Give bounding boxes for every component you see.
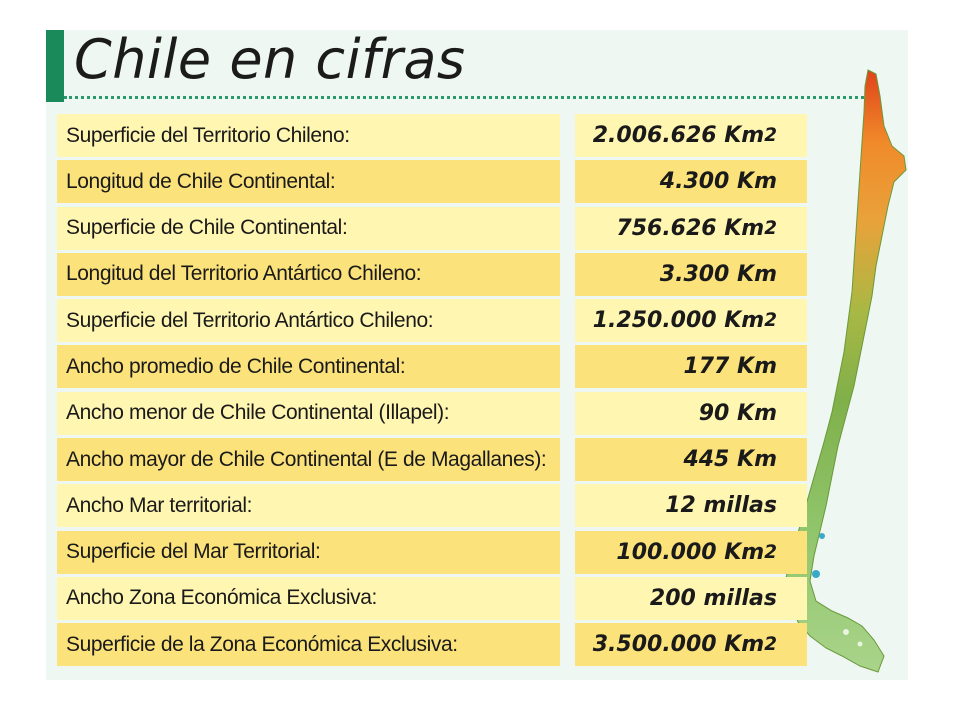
row-value: 2.006.626 Km 2	[575, 114, 807, 157]
row-value: 756.626 Km 2	[575, 207, 807, 250]
table-row	[57, 623, 807, 666]
row-value: 100.000 Km 2	[575, 531, 807, 574]
row-label: Superficie del Territorio Chileno:	[57, 114, 560, 157]
row-label: Ancho Zona Económica Exclusiva:	[57, 577, 560, 620]
row-label: Superficie del Territorio Antártico Chileno:	[57, 299, 560, 342]
row-value: 200 millas	[575, 577, 807, 620]
title-divider	[64, 96, 864, 99]
table-row	[57, 392, 807, 435]
table-row	[57, 577, 807, 620]
row-label: Longitud del Territorio Antártico Chileno:	[57, 253, 560, 296]
row-value: 3.500.000 Km 2	[575, 623, 807, 666]
title-accent-bar	[46, 30, 64, 102]
table-row	[57, 253, 807, 296]
row-label: Ancho Mar territorial:	[57, 484, 560, 527]
table-row	[57, 299, 807, 342]
page-title: Chile en cifras	[74, 28, 466, 91]
table-row	[57, 438, 807, 481]
table-row	[57, 160, 807, 203]
row-label: Superficie del Mar Territorial:	[57, 531, 560, 574]
table-row	[57, 207, 807, 250]
row-value: 4.300 Km	[575, 160, 807, 203]
row-value: 177 Km	[575, 345, 807, 388]
row-label: Ancho mayor de Chile Continental (E de Magallanes):	[57, 438, 560, 481]
row-value: 1.250.000 Km 2	[575, 299, 807, 342]
table-row	[57, 345, 807, 388]
stats-table	[57, 114, 807, 670]
table-row	[57, 114, 807, 157]
row-value: 445 Km	[575, 438, 807, 481]
table-row	[57, 531, 807, 574]
row-label: Longitud de Chile Continental:	[57, 160, 560, 203]
row-label: Ancho promedio de Chile Continental:	[57, 345, 560, 388]
row-value: 12 millas	[575, 484, 807, 527]
row-label: Superficie de la Zona Económica Exclusiva:	[57, 623, 560, 666]
row-label: Superficie de Chile Continental:	[57, 207, 560, 250]
table-row	[57, 484, 807, 527]
row-value: 90 Km	[575, 392, 807, 435]
row-label: Ancho menor de Chile Continental (Illapel):	[57, 392, 560, 435]
row-value: 3.300 Km	[575, 253, 807, 296]
